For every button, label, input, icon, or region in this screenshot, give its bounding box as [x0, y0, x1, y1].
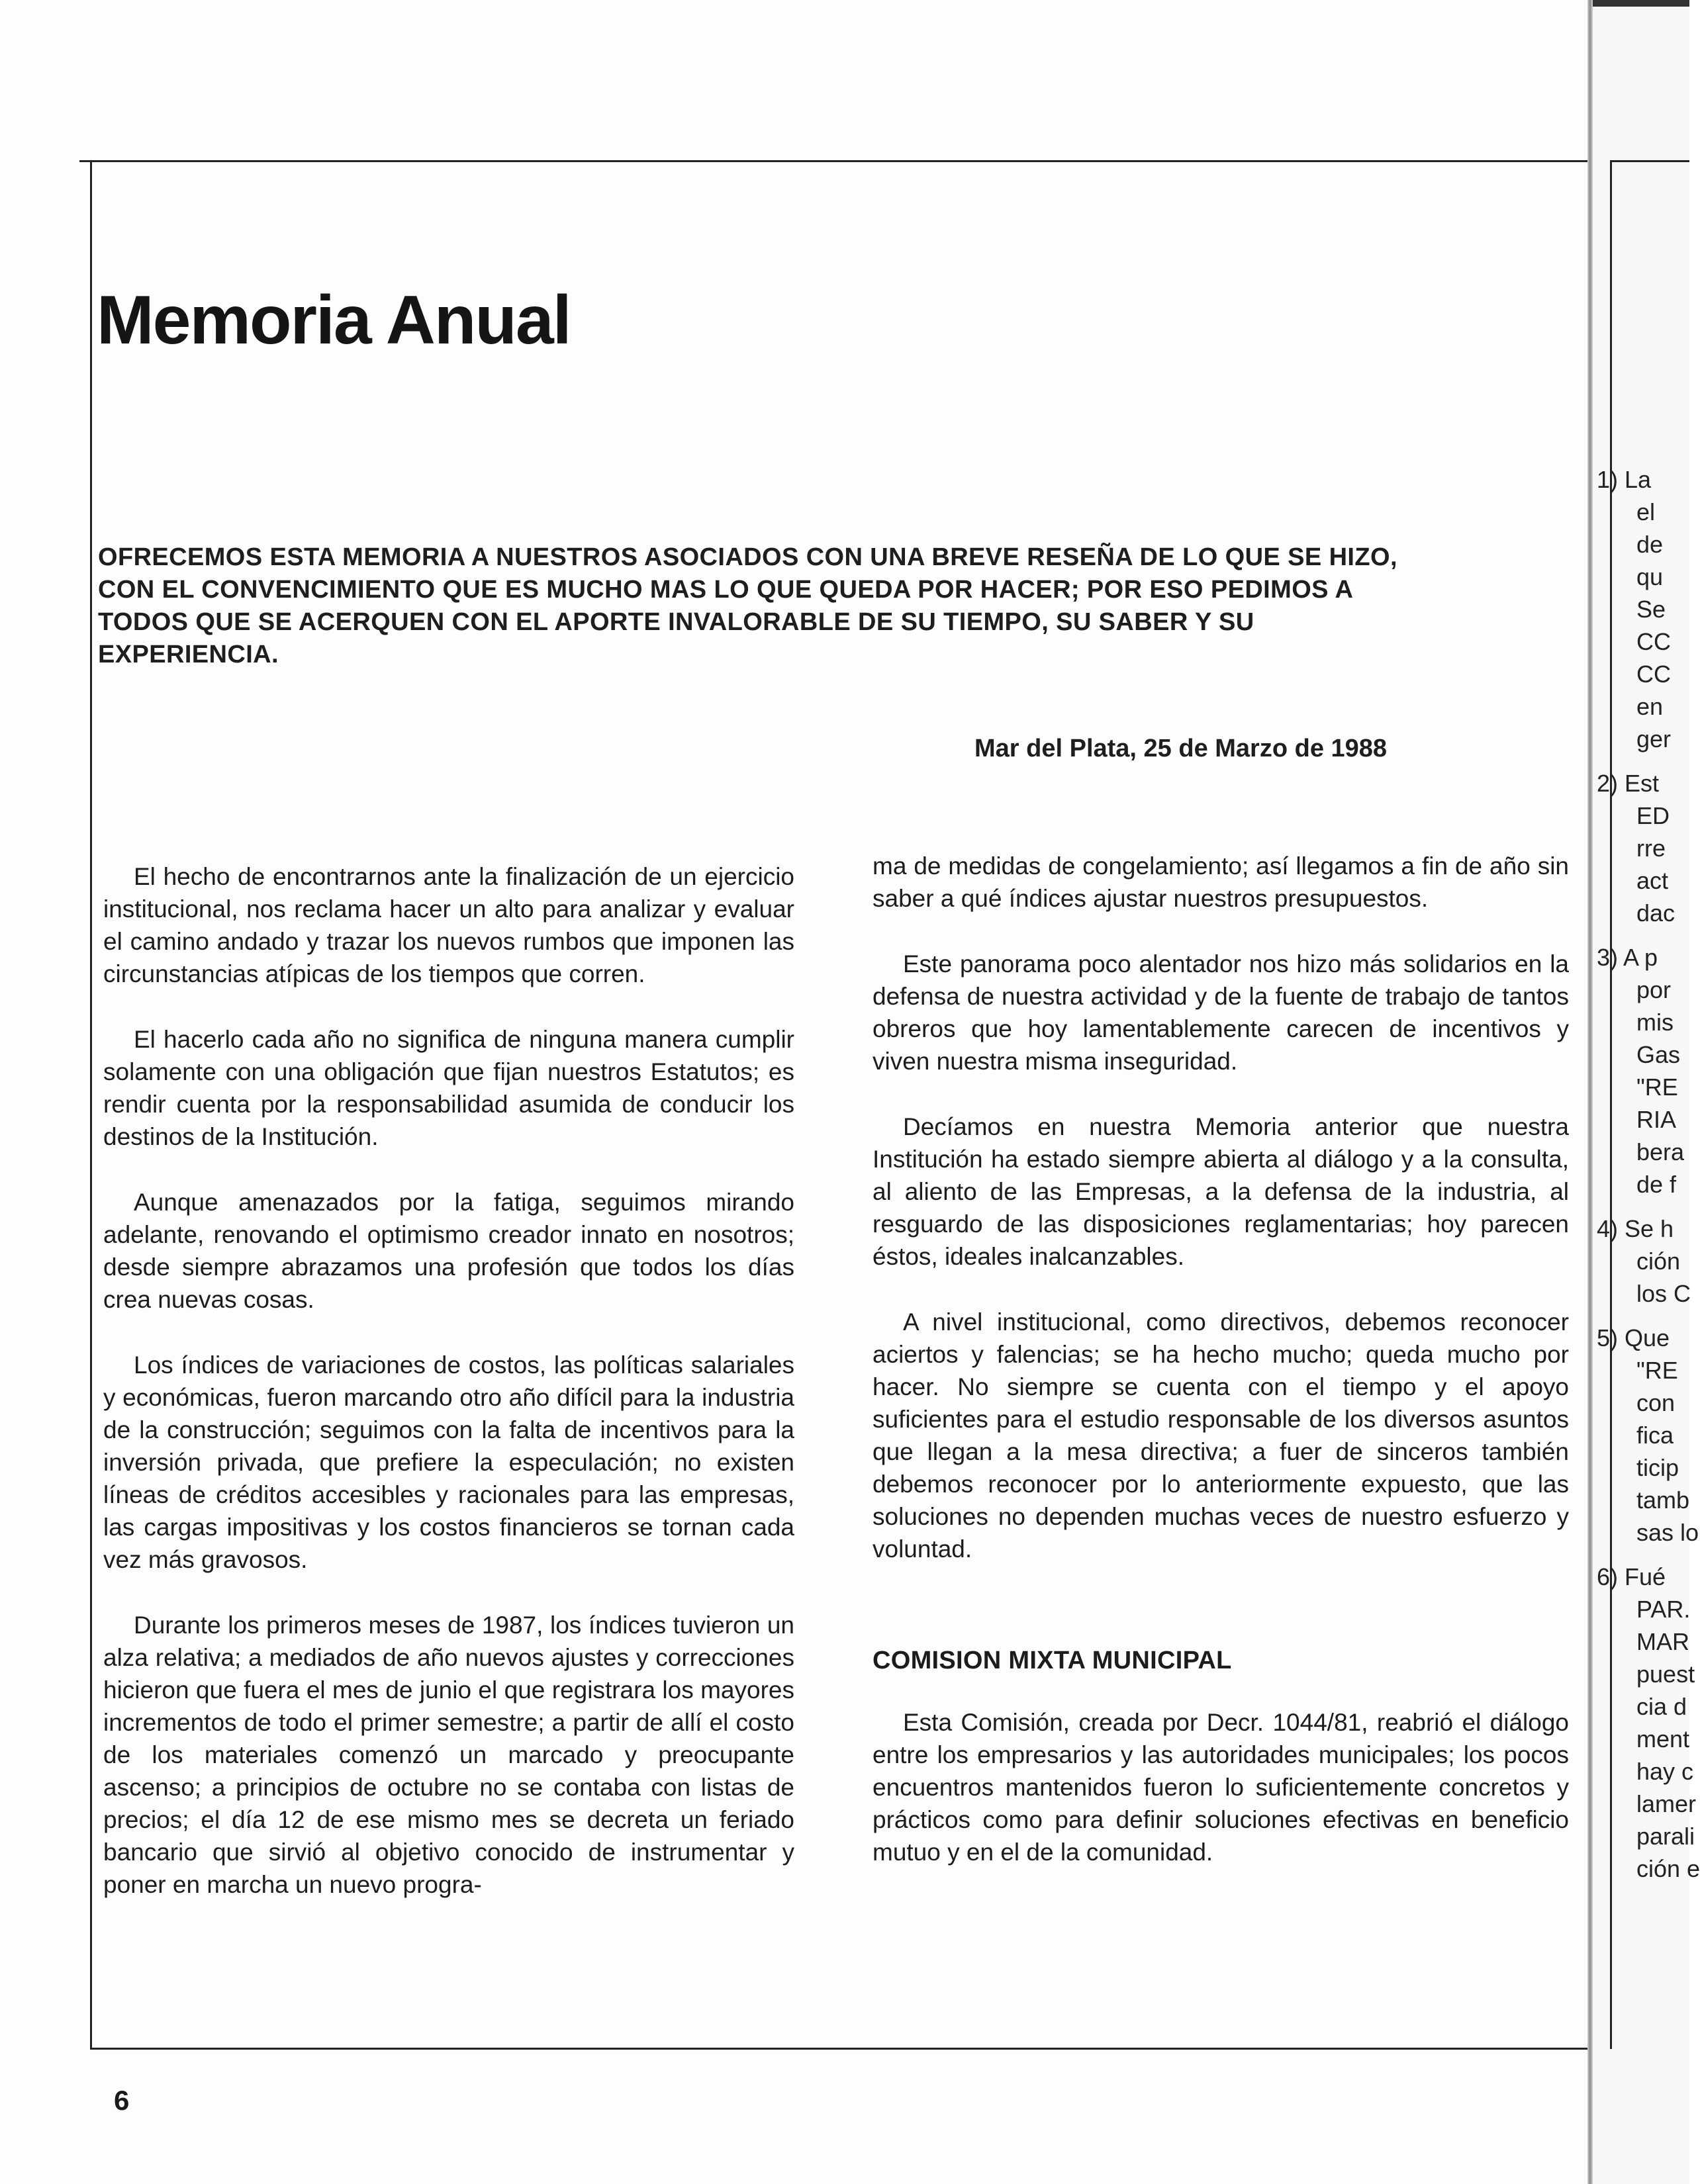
fragment-line: tamb — [1636, 1486, 1690, 1514]
fragment-line: CC — [1636, 628, 1671, 655]
top-frame-rule — [79, 160, 1587, 162]
fragment-line: cia d — [1636, 1693, 1687, 1720]
fragment-line: con — [1636, 1389, 1676, 1416]
fragment-line: fica — [1636, 1422, 1674, 1449]
left-column — [103, 860, 794, 1934]
fragment-line: ción — [1636, 1248, 1681, 1275]
paragraph: El hecho de encontrarnos ante la finalización de un ejercicio institucional, nos reclama hacer un alto para analizar y evaluar el camino andado y trazar los nuevos rumbos que imponen las circunstancias atípicas de los tiempos que corren. — [103, 863, 794, 987]
page-number: 6 — [114, 2085, 130, 2116]
paragraph: ma de medidas de congelamiento; así llegamos a fin de año sin saber a qué índices ajustar nuestros presupuestos. — [873, 852, 1569, 912]
fragment-line: 3) A p — [1597, 944, 1658, 971]
fragment-line: rre — [1636, 835, 1666, 862]
fragment-item — [1597, 767, 1689, 929]
fragment-line: por — [1636, 976, 1672, 1003]
fragment-line: hay c — [1636, 1758, 1694, 1785]
fragment-line: "RE — [1636, 1357, 1678, 1384]
fragment-line: los C — [1636, 1280, 1691, 1307]
fragment-line: Gas — [1636, 1041, 1681, 1068]
fragment-line: ED — [1636, 802, 1670, 829]
fragment-line: ticip — [1636, 1454, 1679, 1481]
fragment-item — [1597, 941, 1689, 1201]
fragment-item — [1597, 463, 1689, 755]
fragment-item — [1597, 1212, 1689, 1310]
fragment-item — [1597, 1561, 1700, 1885]
fragment-line: RIA — [1636, 1106, 1677, 1133]
next-page-fragments — [1597, 463, 1700, 1897]
fragment-line: "RE — [1636, 1073, 1678, 1101]
fragment-line: parali — [1636, 1823, 1695, 1850]
paragraph: A nivel institucional, como directivos, debemos reconocer aciertos y falencias; se ha hecho mucho; queda mucho por hacer. No siempre se cuenta con el tiempo y el apoyo suficientes para el estudio responsable de los diversos asuntos que llegan a la mesa directiva; a fuer de sinceros también debemos reconocer por lo anteriormente expuesto, que las soluciones no dependen muchas veces de nuestro esfuerzo y voluntad. — [873, 1308, 1569, 1563]
fragment-line: dac — [1636, 899, 1676, 927]
fragment-line: Se — [1636, 596, 1666, 623]
fragment-line: mis — [1636, 1009, 1674, 1036]
dateline: Mar del Plata, 25 de Marzo de 1988 — [974, 735, 1388, 762]
next-page-top-band — [1593, 0, 1689, 7]
paragraph: Aunque amenazados por la fatiga, seguimos mirando adelante, renovando el optimismo creador innato en nosotros; desde siempre abrazamos una profesión que todos los días crea nuevas cosas. — [103, 1189, 794, 1313]
fragment-line: de f — [1636, 1171, 1677, 1198]
fragment-line: 6) Fué — [1597, 1563, 1666, 1590]
paragraph: Este panorama poco alentador nos hizo más solidarios en la defensa de nuestra actividad y de la fuente de trabajo de tantos obreros que hoy lamentablemente carecen de incentivos y viven nuestra misma inseguridad. — [873, 950, 1569, 1075]
fragment-line: ción e — [1636, 1855, 1700, 1882]
fragment-item — [1597, 1322, 1699, 1549]
fragment-line: qu — [1636, 563, 1664, 590]
fragment-line: 5) Que — [1597, 1324, 1670, 1351]
paragraph: Decíamos en nuestra Memoria anterior que nuestra Institución ha estado siempre abierta al diálogo y a la consulta, al aliento de las Empresas, a la defensa de la industria, al resguardo de las disposiciones reglamentarias; hoy parecen éstos, ideales inalcanzables. — [873, 1113, 1569, 1270]
intro-statement: OFRECEMOS ESTA MEMORIA A NUESTROS ASOCIADOS CON UNA BREVE RESEÑA DE LO QUE SE HIZO, CON EL CONVENCIMIENTO QUE ES MUCHO MAS LO QUE QUEDA POR HACER; POR ESO PEDIMOS A TODOS QUE SE ACERQUEN CON EL APORTE INVALORABLE DE SU TIEMPO, SU SABER Y SU EXPERIENCIA. — [98, 543, 1397, 668]
paragraph: Durante los primeros meses de 1987, los índices tuvieron un alza relativa; a mediados de año nuevos ajustes y correcciones hicieron que fuera el mes de junio el que registrara los mayores incrementos de todo el primer semestre; a partir de allí el costo de los materiales comenzó un marcado y preocupante ascenso; a principios de octubre no se contaba con listas de precios; el día 12 de ese mismo mes se decreta un feriado bancario que sirvió al objetivo conocido de instrumentar y poner en marcha un nuevo progra- — [103, 1612, 794, 1898]
fragment-line: sas lo — [1636, 1519, 1699, 1546]
fragment-line: el — [1636, 498, 1656, 525]
fragment-line: puest — [1636, 1661, 1695, 1688]
book-gutter — [1587, 0, 1593, 2184]
next-page-top-rule — [1610, 160, 1689, 162]
fragment-line: en — [1636, 693, 1664, 720]
left-frame-rule — [90, 160, 92, 2049]
bottom-frame-rule — [90, 2048, 1587, 2050]
fragment-line: act — [1636, 867, 1669, 894]
section-heading: COMISION MIXTA MUNICIPAL — [873, 1647, 1232, 1674]
fragment-line: 1) La — [1597, 466, 1652, 493]
fragment-line: PAR. — [1636, 1596, 1691, 1623]
page-title: Memoria Anual — [97, 282, 571, 359]
paragraph: El hacerlo cada año no significa de ninguna manera cumplir solamente con una obligación que fijan nuestros Estatutos; es rendir cuenta por la responsabilidad asumida de conducir los destinos de la Institución. — [103, 1026, 794, 1150]
fragment-line: MAR — [1636, 1628, 1689, 1655]
fragment-line: bera — [1636, 1138, 1685, 1165]
paragraph: Esta Comisión, creada por Decr. 1044/81, reabrió el diálogo entre los empresarios y las autoridades municipales; los pocos encuentros mantenidos fueron lo suficientemente concretos y prácticos como para definir soluciones efectivas en beneficio mutuo y en el de la comunidad. — [873, 1709, 1569, 1866]
fragment-line: lamer — [1636, 1790, 1697, 1817]
fragment-line: CC — [1636, 660, 1671, 688]
fragment-line: de — [1636, 531, 1664, 558]
right-column — [873, 850, 1569, 1901]
fragment-line: ment — [1636, 1725, 1690, 1752]
paragraph: Los índices de variaciones de costos, las políticas salariales y económicas, fueron marcando otro año difícil para la industria de la construcción; seguimos con la falta de incentivos para la inversión privada, que prefiere la especulación; no existen líneas de créditos accesibles y racionales para las empresas, las cargas impositivas y los costos financieros se tornan cada vez más gravosos. — [103, 1351, 794, 1573]
fragment-line: ger — [1636, 725, 1672, 752]
fragment-line: 4) Se h — [1597, 1215, 1674, 1242]
fragment-line: 2) Est — [1597, 770, 1660, 797]
